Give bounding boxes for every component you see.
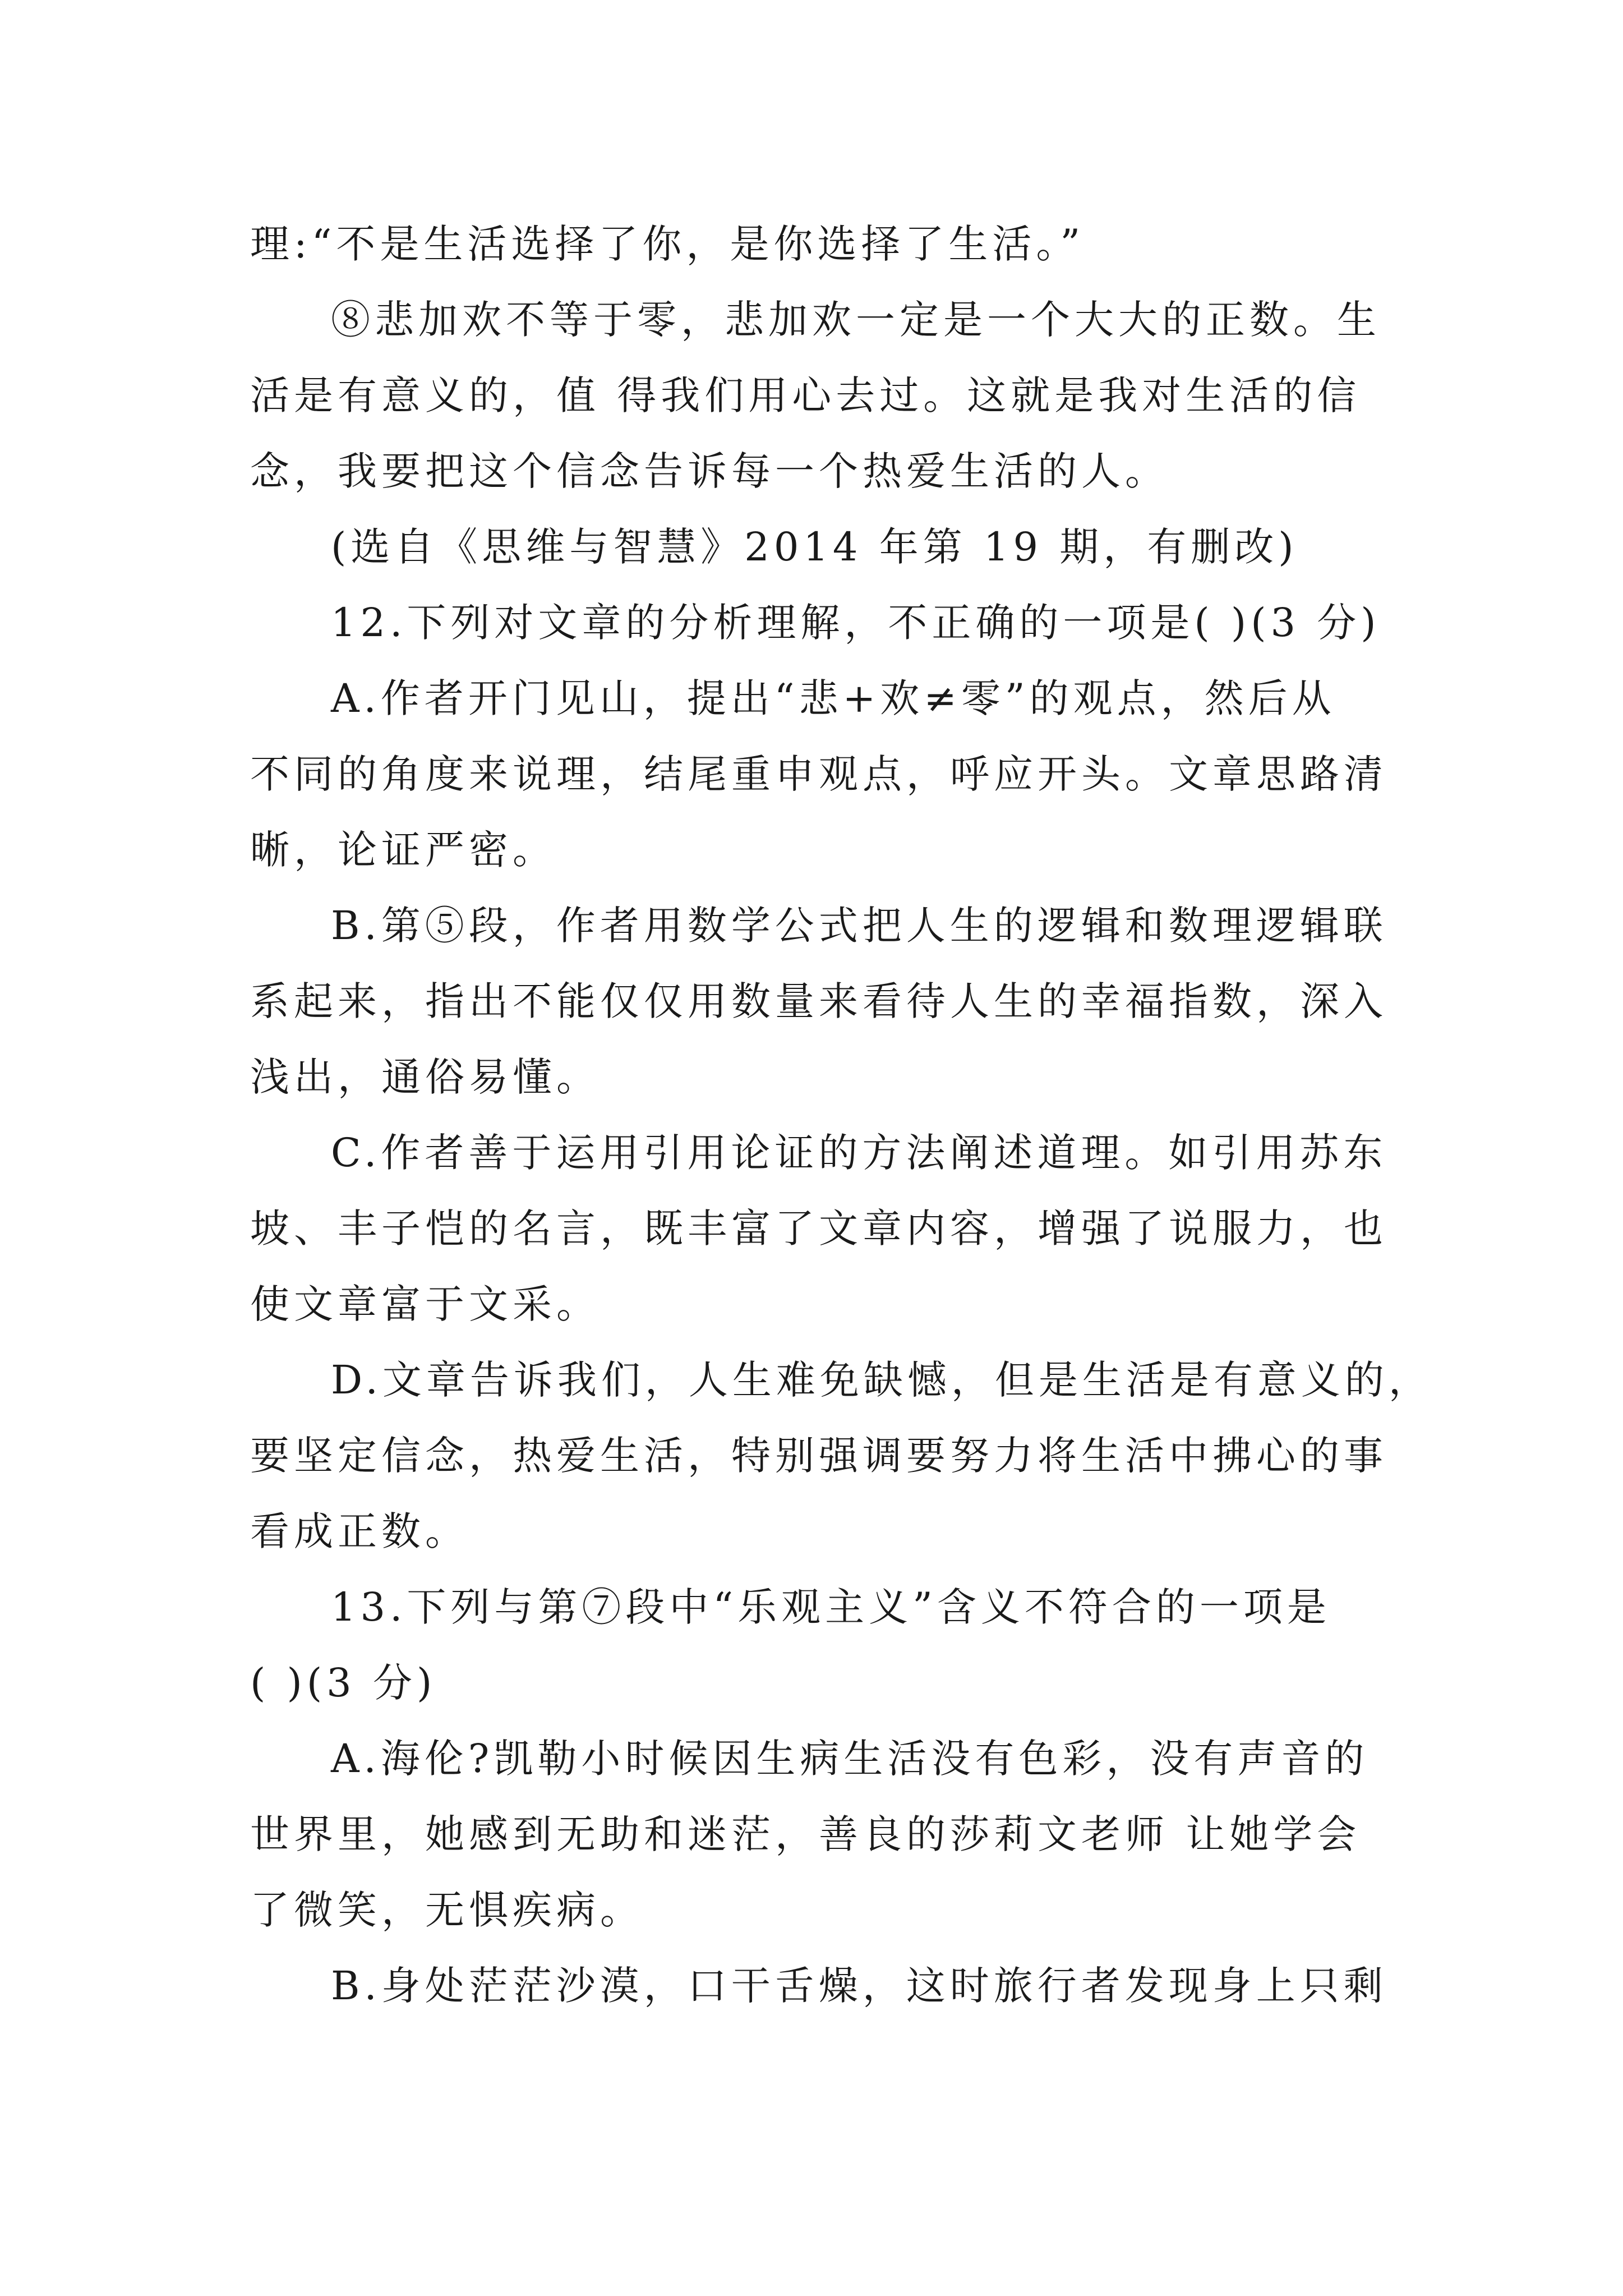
question-12: 12.下列对文章的分析理解，不正确的一项是( )(3 分) — [331, 600, 1381, 646]
option-12d: D.文章告诉我们，人生难免缺憾，但是生活是有意义的， — [331, 1357, 1432, 1403]
text-line: 要坚定信念，热爱生活，特别强调要努力将生活中拂心的事 — [250, 1433, 1387, 1479]
text-line: 系起来，指出不能仅仅用数量来看待人生的幸福指数，深入 — [250, 978, 1387, 1024]
option-12b: B.第⑤段，作者用数学公式把人生的逻辑和数理逻辑联 — [331, 903, 1387, 949]
option-13a: A.海伦?凯勒小时候因生病生活没有色彩，没有声音的 — [331, 1736, 1369, 1782]
text-line: 世界里，她感到无助和迷茫，善良的莎莉文老师 让她学会 — [250, 1811, 1361, 1857]
text-line: 使文章富于文采。 — [250, 1281, 600, 1327]
text-line: 理:“不是生活选择了你，是你选择了生活。” — [250, 221, 1085, 267]
option-13b: B.身处茫茫沙漠，口干舌燥，这时旅行者发现身上只剩 — [331, 1963, 1387, 2009]
text-line: 坡、丰子恺的名言，既丰富了文章内容，增强了说服力，也 — [250, 1205, 1387, 1251]
text-line: 活是有意义的，值 得我们用心去过。这就是我对生活的信 — [250, 372, 1361, 418]
citation-line: (选自《思维与智慧》2014 年第 19 期，有删改) — [331, 524, 1298, 570]
option-12c: C.作者善于运用引用论证的方法阐述道理。如引用苏东 — [331, 1130, 1387, 1176]
text-line: ( )(3 分) — [250, 1660, 437, 1706]
text-line: 看成正数。 — [250, 1508, 469, 1554]
text-line: 浅出，通俗易懂。 — [250, 1054, 600, 1100]
text-line: 不同的角度来说理，结尾重申观点，呼应开头。文章思路清 — [250, 751, 1387, 797]
text-line: ⑧悲加欢不等于零，悲加欢一定是一个大大的正数。生 — [331, 297, 1381, 343]
text-line: 了微笑，无惧疾病。 — [250, 1887, 644, 1933]
text-line: 晰，论证严密。 — [250, 827, 556, 873]
option-12a: A.作者开门见山，提出“悲+欢≠零”的观点，然后从 — [331, 675, 1336, 721]
question-13: 13.下列与第⑦段中“乐观主义”含义不符合的一项是 — [331, 1584, 1331, 1630]
text-line: 念，我要把这个信念告诉每一个热爱生活的人。 — [250, 448, 1169, 494]
